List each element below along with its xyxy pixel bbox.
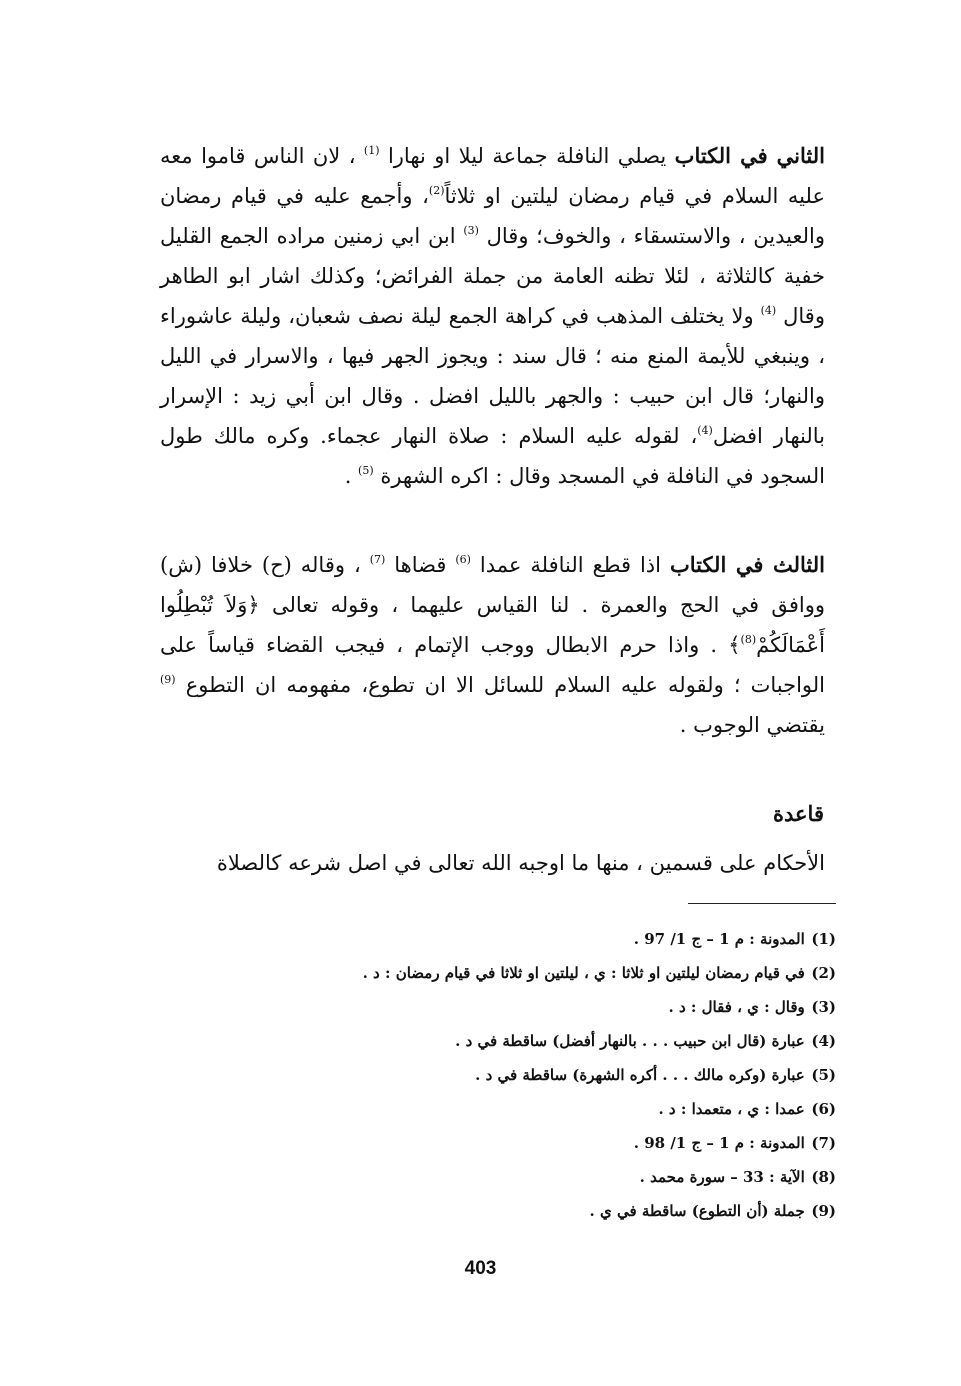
paragraph-text: ، لان الناس قاموا معه عليه السلام في قيام رمضان ليلتين او ثلاثاً <box>160 144 826 208</box>
paragraph-third-issue <box>160 545 825 745</box>
footnote-text: المدونة : م 1 – ج 1/ 97 . <box>633 930 805 948</box>
footnote-number: (3) <box>811 998 836 1016</box>
footnote-number: (5) <box>811 1066 836 1084</box>
footnote-ref[interactable]: (3) <box>463 224 479 237</box>
footnote-text: جملة (أن التطوع) ساقطة في ي . <box>589 1202 805 1220</box>
footnote-item <box>196 1092 836 1126</box>
footnote-text: الآية : 33 – سورة محمد . <box>639 1168 805 1186</box>
footnote-text: وقال : ي ، فقال : د . <box>668 998 805 1016</box>
footnote-number: (8) <box>811 1168 836 1186</box>
footnote-list <box>196 922 836 1228</box>
footnote-item <box>196 1024 836 1058</box>
footnote-text: في قيام رمضان ليلتين او ثلاثا : ي ، ليلتين او ثلاثا في قيام رمضان : د . <box>362 964 805 982</box>
paragraph-text: ولا يختلف المذهب في كراهة الجمع ليلة نصف شعبان، وليلة عاشوراء ، وينبغي للأيمة المنع منه ؛ قال سند : ويجوز الجهر فيها ، والاسرار في الليل والنهار؛ قال ابن حبيب : والجهر بالليل افضل . وقال ابن أبي زيد : الإسرار بالنهار افضل <box>160 304 825 448</box>
footnote-ref[interactable]: (6) <box>455 553 471 566</box>
footnote-ref[interactable]: (1) <box>363 144 380 157</box>
footnote-number: (9) <box>811 1202 836 1220</box>
paragraph-text: يقتضي الوجوب . <box>679 713 825 737</box>
footnote-ref[interactable]: (9) <box>160 673 176 686</box>
paragraph-rule: الأحكام على قسمين ، منها ما اوجبه الله تعالى في اصل شرعه كالصلاة <box>216 851 825 875</box>
footnote-item <box>196 922 836 956</box>
footnote-text: عبارة (قال ابن حبيب . . . بالنهار أفضل) ساقطة في د . <box>455 1032 805 1050</box>
paragraph-text: ﴾ . واذا حرم الابطال ووجب الإتمام ، فيجب القضاء قياساً على الواجبات ؛ ولقوله عليه السلام للسائل الا ان تطوع، مفهومه ان التطوع <box>160 633 825 697</box>
footnote-item <box>196 1126 836 1160</box>
footnote-ref[interactable]: (5) <box>358 464 374 477</box>
page-number: 403 <box>464 1258 497 1279</box>
footnote-text: المدونة : م 1 – ج 1/ 98 . <box>633 1134 805 1152</box>
footnote-ref[interactable]: (7) <box>369 553 386 566</box>
footnote-item <box>196 990 836 1024</box>
section-heading: قاعدة <box>773 801 824 826</box>
paragraph-text: يصلي النافلة جماعة ليلا او نهارا <box>379 144 675 168</box>
footnote-ref[interactable]: (4) <box>697 424 713 437</box>
paragraph-lead: الثاني في الكتاب <box>674 143 825 168</box>
footnote-divider <box>688 903 836 904</box>
footnote-text: عبارة (وكره مالك . . . أكره الشهرة) ساقطة في د . <box>475 1066 805 1084</box>
paragraph-text: اذا قطع النافلة عمدا <box>470 553 670 577</box>
footnote-number: (4) <box>811 1032 836 1050</box>
footnote-item <box>196 956 836 990</box>
footnote-item <box>196 1058 836 1092</box>
paragraph-text: . <box>344 464 359 488</box>
paragraph-second-issue <box>160 136 825 496</box>
footnote-number: (6) <box>811 1100 836 1118</box>
footnote-item <box>196 1160 836 1194</box>
footnote-number: (7) <box>811 1134 836 1152</box>
footnote-number: (2) <box>811 964 836 982</box>
footnote-ref[interactable]: (4) <box>760 304 777 317</box>
paragraph-lead: الثالث في الكتاب <box>669 552 825 577</box>
footnote-text: عمدا : ي ، متعمدا : د . <box>658 1100 805 1118</box>
footnote-number: (1) <box>811 930 836 948</box>
footnote-item <box>196 1194 836 1228</box>
paragraph-text: ، وأجمع عليه في قيام رمضان والعيدين ، والاستسقاء ، والخوف؛ وقال <box>160 184 825 248</box>
paragraph-text: قضاها <box>385 553 456 577</box>
footnote-ref[interactable]: (2) <box>428 184 445 197</box>
paragraph-text: ، وقاله (ح) خلافا (ش) ووافق في الحج والعمرة . لنا القياس عليهما ، وقوله تعالى ﴿وَلاَ تُبْطِلُوا أَعْمَالَكُمْ <box>160 553 825 657</box>
paragraph-text: ابن ابي زمنين مراده الجمع القليل خفية كالثلاثة ، لئلا تظنه العامة من جملة الفرائض؛ وكذلك اشار ابو الطاهر وقال <box>160 224 825 328</box>
paragraph-text: ، لقوله عليه السلام : صلاة النهار عجماء. وكره مالك طول السجود في النافلة في المسجد وقال : اكره الشهرة <box>160 424 825 488</box>
footnote-ref[interactable]: (8) <box>740 633 757 646</box>
